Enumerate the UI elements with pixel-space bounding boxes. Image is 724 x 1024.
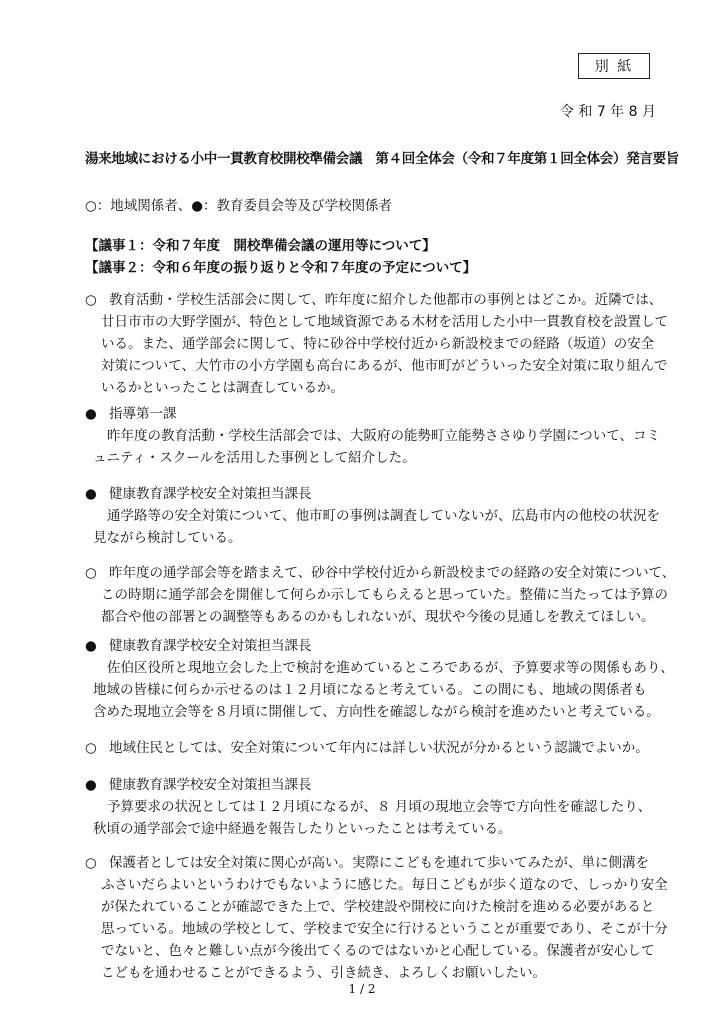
entry-line: 都合や他の部署との調整等もあるのかもしれないが、現状や今後の見通しを教えてほしい。 <box>101 609 655 625</box>
entry-line: ふさいだらよいというわけでもないように感じた。毎日こどもが歩く道なので、しっかり安全 <box>101 877 668 893</box>
speaker-name: 指導第一課 <box>109 406 177 422</box>
entry-line: こどもを通わせることができるよう、引き続き、よろしくお願いしたい。 <box>101 965 546 981</box>
entry-line: 思っている。地域の学校として、学校まで安全に行けるということが重要であり、そこが十分 <box>101 921 668 937</box>
entry-line: が保たれていることが確認できた上で、学校建設や開校に向けた検討を進める必要があると <box>101 899 655 915</box>
entry-line: 廿日市市の大野学園が、特色として地域資源である木材を活用した小中一貫教育校を設置して <box>101 314 668 330</box>
agenda-item-2: 【議事２：令和６年度の振り返りと令和７年度の予定について】 <box>85 260 477 276</box>
document-date: 令 和 7 年 8 月 <box>559 104 656 120</box>
entry-line: ュニティ・スクールを活用した事例として紹介した。 <box>93 450 416 466</box>
entry-line: 通学路等の安全対策について、他市町の事例は調査していないが、広島市内の他校の状況を <box>107 508 660 524</box>
statement-entry <box>85 483 665 549</box>
statement-entry <box>85 635 674 723</box>
speaker-name: 健康教育課学校安全対策担当課長 <box>109 777 312 793</box>
entry-line: この時期に通学部会を開催して何らか示してもらえると思っていた。整備に当たっては予算の <box>101 587 668 603</box>
entry-line: 佐伯区役所と現地立会した上で検討を進めているところであるが、予算要求等の関係もあり、 <box>107 660 674 676</box>
entry-line: 保護者としては安全対策に関心が高い。実際にこどもを連れて歩いてみたが、単に側溝を <box>109 855 649 871</box>
speaker-name: 健康教育課学校安全対策担当課長 <box>109 638 312 654</box>
statement-entry <box>85 737 665 759</box>
entry-line: 対策について、大竹市の小方学園も高台にあるが、他市町がどういった安全対策に取り組んで <box>101 358 668 374</box>
speaker-mark: ○ <box>85 565 97 581</box>
speaker-mark: ● <box>85 777 97 793</box>
page-number: 1 / 2 <box>348 982 376 996</box>
speaker-mark: ● <box>85 638 97 654</box>
speaker-mark: ○ <box>85 855 97 871</box>
statement-entry <box>85 774 665 840</box>
speaker-name: 健康教育課学校安全対策担当課長 <box>109 486 312 502</box>
document-title: 湯来地域における小中一貫教育校開校準備会議 第４回全体会（令和７年度第１回全体会）発言要旨 <box>85 151 679 167</box>
entry-line: 秋頃の通学部会で途中経過を報告したりといったことは考えている。 <box>93 821 512 837</box>
entry-line: いるかといったことは調査しているか。 <box>101 380 344 396</box>
entry-line: 見ながら検討している。 <box>93 530 242 546</box>
entry-line: でないと、色々と難しい点が今後出てくるのではないかと心配している。保護者が安心して <box>101 943 655 959</box>
speaker-mark: ● <box>85 486 97 502</box>
entry-line: いる。また、通学部会に関して、特に砂谷中学校付近から新設校までの経路（坂道）の安全 <box>101 336 655 352</box>
entry-line: 予算要求の状況としては１２月頃になるが、８ 月頃の現地立会等で方向性を確認したり、 <box>107 799 652 815</box>
statement-entry <box>85 403 665 469</box>
attachment-label: 別 紙 <box>578 53 650 79</box>
entry-line: 地域の皆様に何らか示せるのは１２月頃になると考えている。この間にも、地域の関係者も <box>93 682 647 698</box>
speaker-mark: ○ <box>85 740 97 756</box>
entry-line: 含めた現地立会等を８月頃に開催して、方向性を確認しながら検討を進めたいと考えている。 <box>93 704 660 720</box>
statement-entry <box>85 562 676 628</box>
statement-entry <box>85 289 668 399</box>
entry-line: 地域住民としては、安全対策について年内には詳しい状況が分かるという認識でよいか。 <box>109 740 649 756</box>
agenda-item-1: 【議事１：令和７年度 開校準備会議の運用等について】 <box>85 238 436 254</box>
statement-entry <box>85 852 668 984</box>
legend: ○：地域関係者、●：教育委員会等及び学校関係者 <box>85 198 393 214</box>
entry-line: 昨年度の教育活動・学校生活部会では、大阪府の能勢町立能勢ささゆり学園について、コミ <box>107 428 660 444</box>
entry-line: 教育活動・学校生活部会に関して、昨年度に紹介した他都市の事例とはどこか。近隣では、 <box>109 292 663 308</box>
speaker-mark: ● <box>85 406 97 422</box>
entry-line: 昨年度の通学部会等を踏まえて、砂谷中学校付近から新設校までの経路の安全対策について、 <box>109 565 676 581</box>
speaker-mark: ○ <box>85 292 97 308</box>
